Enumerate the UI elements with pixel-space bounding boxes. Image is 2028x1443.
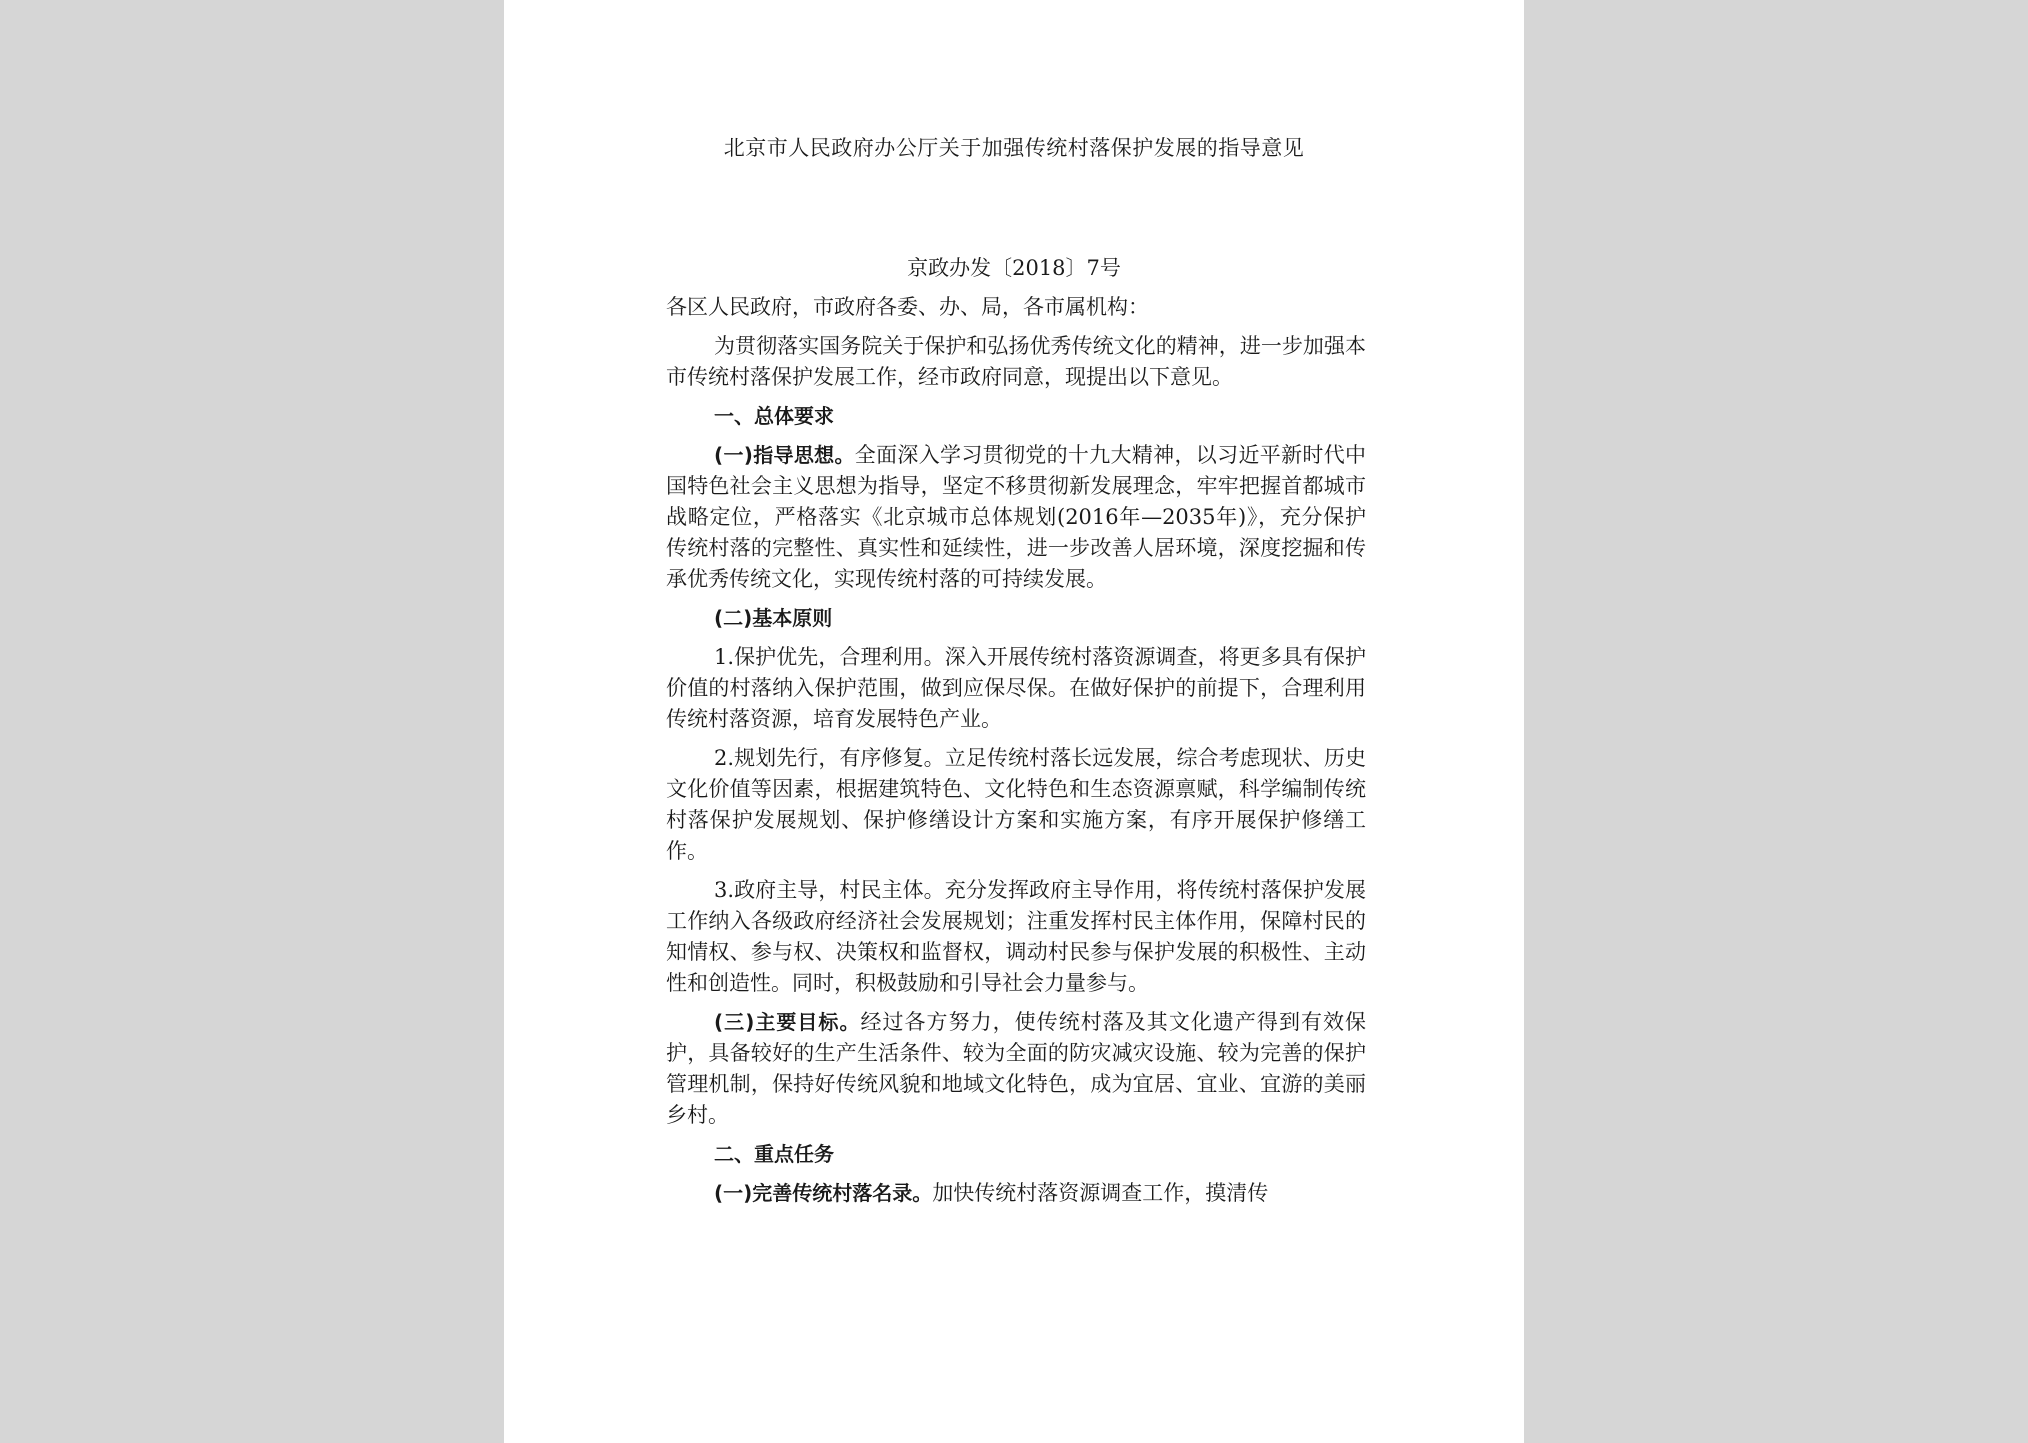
paragraph-text: 全面深入学习贯彻党的十九大精神，以习近平新时代中国特色社会主义思想为指导，坚定不移贯彻新发展理念，牢牢把握首都城市战略定位，严格落实《北京城市总体规划(2016年—2035年)》，充分保护传统村落的完整性、真实性和延续性，进一步改善人居环境，深度挖掘和传承优秀传统文化，实现传统村落的可持续发展。 [666, 443, 1367, 591]
paragraph-guiding-ideology [666, 440, 1366, 595]
principle-item-3: 3.政府主导，村民主体。充分发挥政府主导作用，将传统村落保护发展工作纳入各级政府经济社会发展规划；注重发挥村民主体作用，保障村民的知情权、参与权、决策权和监督权，调动村民参与保护发展的积极性、主动性和创造性。同时，积极鼓励和引导社会力量参与。 [666, 878, 1366, 995]
intro-paragraph: 为贯彻落实国务院关于保护和弘扬优秀传统文化的精神，进一步加强本市传统村落保护发展工作，经市政府同意，现提出以下意见。 [666, 334, 1366, 389]
principle-item-2: 2.规划先行，有序修复。立足传统村落长远发展，综合考虑现状、历史文化价值等因素，根据建筑特色、文化特色和生态资源禀赋，科学编制传统村落保护发展规划、保护修缮设计方案和实施方案，有序开展保护修缮工作。 [666, 746, 1366, 863]
document-number: 京政办发〔2018〕7号 [907, 256, 1121, 280]
paragraph-improve-directory [666, 1178, 1366, 1209]
subheading-basic-principles: (二)基本原则 [714, 606, 833, 630]
paragraph-lead: (一)完善传统村落名录。 [714, 1181, 933, 1205]
section-heading-key-tasks: 二、重点任务 [714, 1142, 834, 1166]
paragraph-lead: (三)主要目标。 [714, 1010, 861, 1034]
paragraph-text: 加快传统村落资源调查工作，摸清传 [932, 1181, 1269, 1205]
document-page [504, 0, 1524, 1443]
paragraph-lead: (一)指导思想。 [714, 443, 855, 467]
paragraph-text: 经过各方努力，使传统村落及其文化遗产得到有效保护，具备较好的生产生活条件、较为全面的防灾减灾设施、较为完善的保护管理机制，保持好传统风貌和地域文化特色，成为宜居、宜业、宜游的美丽乡村。 [666, 1010, 1367, 1127]
section-heading-general-requirements: 一、总体要求 [714, 404, 834, 428]
document-body [666, 292, 1366, 1217]
document-title: 北京市人民政府办公厅关于加强传统村落保护发展的指导意见 [723, 136, 1305, 160]
principle-item-1: 1.保护优先，合理利用。深入开展传统村落资源调查，将更多具有保护价值的村落纳入保护范围，做到应保尽保。在做好保护的前提下，合理利用传统村落资源，培育发展特色产业。 [666, 645, 1366, 731]
paragraph-main-goals [666, 1007, 1366, 1131]
salutation: 各区人民政府，市政府各委、办、局，各市属机构： [666, 295, 1149, 319]
